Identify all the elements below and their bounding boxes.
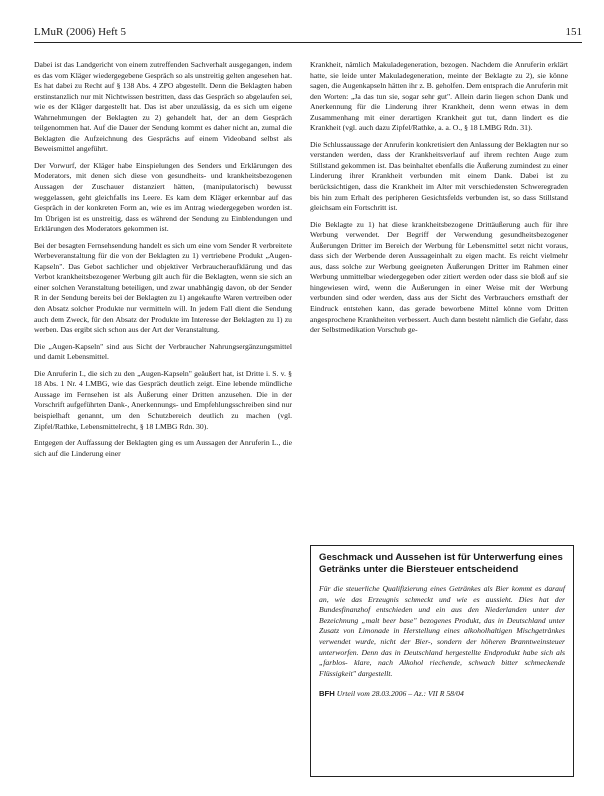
ruling-reference: Urteil vom 28.03.2006 – Az.: VII R 58/04: [336, 689, 464, 699]
paragraph: Entgegen der Auffassung der Beklagten ging es um Aussagen der Anruferin L., die sich auf die Linderung einer: [34, 438, 292, 458]
paragraph: Die Beklagte zu 1) hat diese krankheitsbezogene Drittäußerung auch für ihre Werbung verwendet. Der Begriff der Verwendung gesundheitsbezogener Äußerungen Dritter im Bereich der Werbung für Lebensmittel setzt nicht voraus, dass sich der Werbende deren Aussageinhalt zu eigen macht. Es reicht vielmehr aus, dass solche zur Werbung geeigneten Äußerungen Dritter im Rahmen einer Werbung unmittelbar wiedergegeben oder zitiert werden oder dass sie bloß auf sie hingewiesen wird, wenn die Äußerungen in einer Weise mit der Werbung verbunden sind oder werden, dass aus der Sicht des Verbrauchers ernsthaft der Eindruck entstehen kann, das gerade beworbene Mittel könne vom Dritten angesprochene Krankheiten verbessert. Auch dann besteht nämlich die Gefahr, dass der Selbstmedikation Vorschub ge-: [310, 219, 568, 335]
page-header: [34, 18, 582, 43]
paragraph: Bei der besagten Fernsehsendung handelt es sich um eine vom Sender R verbreitete Werbeveranstaltung für die von der Beklagten zu 1) vertriebene Produkt „Augen-Kapseln". Das Gebot sachlicher und objektiver Verbraucheraufklärung und das Verbot krankheitsbezogener Werbung gilt auch für die Beklagten, wenn sie sich an einer solchen Veranstaltung beteiligen, und zwar unabhängig davon, ob der Sender R in der Sendung bereits bei der Beklagten zu 1) angekaufte Waren vertreiben oder den Absatz solcher Produkte nur vermitteln will. In jedem Fall dient die Sendung auch dem Zweck, für den Absatz der Produkte im Interesse der Beklagten zu 1) zu werben. Das ergibt sich schon aus der Art der Veranstaltung.: [34, 240, 292, 335]
paragraph: Die Anruferin I., die sich zu den „Augen-Kapseln" geäußert hat, ist Dritte i. S. v. § 18 Abs. 1 Nr. 4 LMBG, wie das Gespräch deutlich zeigt. Eine lebende mündliche Aussage im Fernsehen ist als Äußerung einer Dritten anzusehen. Die in der Vorschrift aufgeführten Dank-, Anerkennungs- und Empfehlungsschreiben sind nur beispielhaft genannt, um den Schutzbereich deutlich zu machen (vgl. Zipfel/Rathke, Lebensmittelrecht, § 18 LMBG Rdn. 30).: [34, 368, 292, 431]
paragraph: Krankheit, nämlich Makuladegeneration, bezogen. Nachdem die Anruferin erklärt hatte, sie leide unter Makuladegeneration, meinte der Beklagte zu 2), sie könne sagen, die Augenkapseln hätten ihr z. B. geholfen. Dem entsprach die Anruferin mit den Worten: „Ja das tun sie, sogar sehr gut". Allein darin liegen schon Dank und Anerkennung für die Linderung ihrer Krankheit, denn wenn etwas in dem Zusammenhang mit einer derartigen Krankheit gut tut, dann lindert es die Krankheit (vgl. auch dazu Zipfel/Rathke, a. a. O., § 18 LMBG Rdn. 31).: [310, 60, 568, 133]
left-column: [34, 60, 292, 465]
paragraph: Dabei ist das Landgericht von einem zutreffenden Sachverhalt ausgegangen, indem es das vom Kläger wiedergegebene Gespräch so als unstreitig gelten angesehen hat. Es hat dabei zu Recht auf § 138 Abs. 4 ZPO abgestellt. Denn die Beklagten haben erstinstanzlich nur mit Nichtwissen bestritten, dass das Gespräch so abgelaufen sei, wie es der Kläger dargestellt hat. Das ist aber unzulässig, da es sich um eigene Wahrnehmungen der Beklagten zu 2) gehandelt hat, der an dem Gespräch teilgenommen hat. Auf die Dauer der Sendung kommt es daher nicht an, zumal die Beklagten die Aufzeichnung des Gesprächs auf einem Videoband selbst als Beweismittel angeführt.: [34, 60, 292, 154]
right-column: [310, 60, 568, 342]
paragraph: Der Vorwurf, der Kläger habe Einspielungen des Senders und Erklärungen des Moderators, mit denen sich diese von gesundheits- und krankheitsbezogenen Aussagen der Zuschauer distanziert hätten, (manipulatorisch) bewusst weggelassen, geht gleichfalls ins Leere. Es kam dem Kläger erkennbar auf das Gespräch in der konkreten Form an, wie es im Antrag wiedergegeben worden ist. Im Übrigen ist es unstreitig, dass es während der Sendung zu Einblendungen und Erklärungen des Moderators gekommen ist.: [34, 160, 292, 234]
page-number: 151: [565, 26, 582, 38]
paragraph: Die „Augen-Kapseln" sind aus Sicht der Verbraucher Nahrungsergänzungsmittel und damit Lebensmittel.: [34, 341, 292, 362]
news-box: [310, 545, 574, 777]
box-source: [319, 689, 565, 698]
box-title: Geschmack und Aussehen ist für Unterwerfung eines Getränks unter die Biersteuer entscheidend: [319, 552, 563, 575]
court-label: BFH: [319, 689, 335, 699]
journal-reference: LMuR (2006) Heft 5: [34, 26, 126, 38]
box-body: Für die steuerliche Qualifizierung eines Getränkes als Bier kommt es darauf an, wie das Erzeugnis schmeckt und wie es aussieht. Dies hat der Bundesfinanzhof entschieden und ein aus den Niederlanden unter der Bezeichnung „malt beer base" bezogenes Produkt, das in Deutschland unter Zusatz von Limonade in Herstellung eines alkoholhaltigen Mischgetränkes verwendet wurde, nicht der Bier-, sondern der höheren Branntweinsteuer unterworfen. Denn das in Deutschland hergestellte Endprodukt habe sich als „farblos- klare, nach Alkohol riechende, schwach bitter schmeckende Flüssigkeit" dargestellt.: [319, 584, 565, 678]
paragraph: Die Schlussaussage der Anruferin konkretisiert den Anlassung der Beklagten nur so verstanden werden, dass der Krankheitsverlauf auf ihrem rechten Auge zum Stillstand gekommen ist. Das beinhaltet ebenfalls die Äußerung zumindest zu einer Linderung ihrer Krankheit verbunden mit einem Dank. Dabei ist zu berücksichtigen, dass die Krankheit im Alter mit verschiedensten Schweregraden bis hin zum Erhalt des peripheren Gesichtsfelds verbunden ist, so dass Stillstand gleichsam ein Fortschritt ist.: [310, 139, 568, 213]
